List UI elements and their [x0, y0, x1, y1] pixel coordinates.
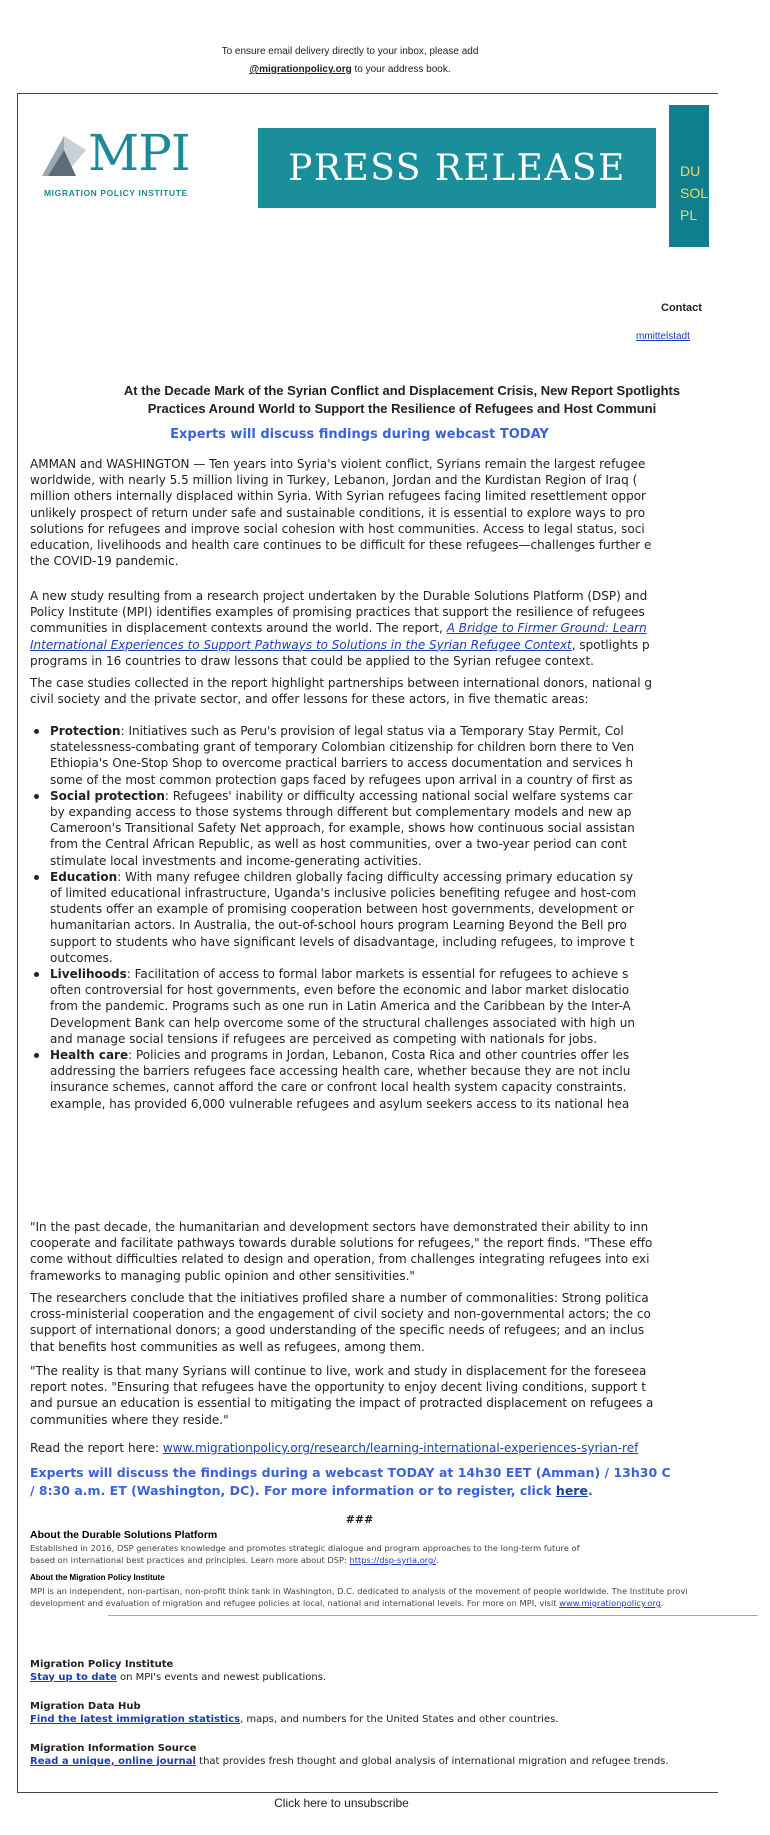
preheader-line-1: To ensure email delivery directly to your inbox, please add: [221, 46, 479, 57]
list-item-title: Protection: [50, 724, 121, 738]
text-line: come without difficulties related to design and operation, from challenges integrating refugees into exi: [30, 1252, 650, 1267]
text-line: The researchers conclude that the initiatives profiled share a number of commonalities: Strong politica: [30, 1291, 649, 1305]
text-line: [50, 788, 770, 804]
text-span: , maps, and numbers for the United States and other countries.: [240, 1713, 559, 1725]
text-line: cross-ministerial cooperation and the engagement of civil society and non-governmental actors; the co: [30, 1307, 651, 1322]
list-item-title: Livelihoods: [50, 967, 127, 982]
text-span: development and evaluation of migration and refugee policies at local, national and international levels. For more on MPI, visit: [30, 1598, 560, 1608]
text-span: Read the report here:: [30, 1441, 163, 1455]
text-line: [30, 1756, 669, 1769]
text-span: .: [660, 1598, 664, 1608]
text-line: from the pandemic. Programs such as one run in Latin America and the Caribbean by the Inter-A: [50, 999, 631, 1014]
text-line: [30, 1554, 580, 1567]
text-line: support to students who have significant levels of disadvantage, including refugees, to improve t: [50, 934, 635, 949]
text-line: The case studies collected in the report highlight partnerships between international donors, national g: [30, 676, 652, 690]
preheader-suffix: to your address book.: [351, 64, 451, 75]
text-line: AMMAN and WASHINGTON — Ten years into Syria's violent conflict, Syrians remain the largest refugee: [30, 457, 646, 471]
mpi-website-link[interactable]: www.migrationpolicy.org: [559, 1598, 661, 1608]
text-span: .: [436, 1555, 439, 1565]
text-line: addressing the barriers refugees face accessing health care, whether because they are not inclu: [50, 1064, 631, 1079]
text-line: from the Central African Republic, as well as host communities, over a two-year period can cont: [50, 837, 627, 852]
contact-email-link[interactable]: mmittelstadt: [636, 331, 690, 342]
text-line: [30, 1597, 688, 1610]
text-line: some of the most common protection gaps faced by refugees upon arrival in a country of first as: [50, 772, 633, 787]
side-banner-line-3: PL: [680, 207, 698, 223]
headline-line-2: Practices Around World to Support the Resilience of Refugees and Host Communi: [147, 401, 657, 416]
text-line: the COVID-19 pandemic.: [30, 554, 179, 569]
paragraph-conclusion: [30, 1290, 750, 1355]
webcast-line-2: [30, 1482, 750, 1500]
text-line: outcomes.: [50, 950, 113, 965]
text-line: communities where they reside.": [30, 1412, 229, 1427]
text-span: on MPI's events and newest publications.: [116, 1671, 327, 1683]
separator: ###: [345, 1513, 374, 1526]
contact-label: Contact: [661, 302, 702, 314]
footer-divider: [108, 1615, 758, 1616]
text-line: [30, 637, 750, 653]
text-line: [50, 966, 770, 982]
online-journal-link[interactable]: Read a unique, online journal: [30, 1755, 196, 1767]
immigration-statistics-link[interactable]: Find the latest immigration statistics: [30, 1713, 241, 1725]
list-item-protection: [50, 723, 770, 788]
mpi-logo-text: MPI: [88, 124, 190, 182]
footer-heading: Migration Policy Institute: [30, 1659, 174, 1670]
text-line: programs in 16 countries to draw lessons that could be applied to the Syrian refugee context.: [30, 653, 594, 668]
paragraph-case-studies: [30, 675, 750, 707]
text-line: and manage social tensions if refugees are perceived as competing with nationals for jobs.: [50, 1031, 598, 1046]
footer-heading: Migration Data Hub: [30, 1701, 141, 1712]
text-line: [30, 620, 750, 636]
thematic-areas-list: [50, 723, 770, 1112]
text-line: [50, 869, 770, 885]
dsp-website-link[interactable]: https://dsp-syria.org/: [349, 1555, 437, 1565]
text-line: cooperate and facilitate pathways towards durable solutions for refugees," the report finds. "These effo: [30, 1236, 653, 1251]
report-title-link[interactable]: A Bridge to Firmer Ground: Learn: [446, 621, 647, 636]
text-line: insurance schemes, cannot afford the care or confront local health system capacity constraints.: [50, 1080, 627, 1095]
text-line: example, has provided 6,000 vulnerable refugees and asylum seekers access to its national hea: [50, 1096, 630, 1111]
text-line: "The reality is that many Syrians will continue to live, work and study in displacement for the foreseea: [30, 1364, 647, 1378]
mpi-logo[interactable]: [34, 124, 260, 208]
about-mpi: [30, 1572, 688, 1610]
text-span: : Initiatives such as Peru's provision of legal status via a Temporary Stay Permit, Col: [120, 724, 624, 738]
text-span: that provides fresh thought and global analysis of international migration and refugee trends.: [195, 1755, 669, 1767]
webcast-notice: [30, 1464, 750, 1500]
text-span: based on international best practices and principles. Learn more about DSP:: [30, 1555, 350, 1565]
stay-up-to-date-link[interactable]: Stay up to date: [30, 1671, 117, 1683]
list-item-social-protection: [50, 788, 770, 869]
text-line: civil society and the private sector, and offer lessons for these actors, in five thematic areas:: [30, 692, 589, 707]
text-line: and pursue an education is essential to mitigating the impact of protracted displacement on refugees a: [30, 1396, 654, 1411]
text-line: frameworks to managing public opinion and other sensitivities.": [30, 1268, 415, 1283]
text-span: .: [587, 1483, 593, 1498]
preheader-address-link[interactable]: @migrationpolicy.org: [249, 64, 352, 75]
text-line: [50, 723, 770, 739]
text-span: : Policies and programs in Jordan, Lebanon, Costa Rica and other countries offer les: [128, 1048, 630, 1063]
text-line: often controversial for host governments, even before the economic and labor market dislocatio: [50, 983, 630, 998]
text-line: [30, 1714, 559, 1727]
text-line: Ethiopia's One-Stop Shop to overcome practical barriers to access documentation and services h: [50, 756, 634, 771]
headline: [52, 382, 752, 418]
text-line: report notes. "Ensuring that refugees have the opportunity to enjoy decent living conditions, support t: [30, 1380, 646, 1395]
text-span: : With many refugee children globally facing difficulty accessing primary education sy: [117, 869, 634, 884]
text-span: : Facilitation of access to formal labor markets is essential for refugees to achieve s: [126, 967, 629, 982]
text-line: MPI is an independent, non-partisan, non-profit think tank in Washington, D.C. dedicated to analysis of the movement of people worldwide. The Institute provi: [30, 1585, 688, 1596]
unsubscribe-link[interactable]: Click here to unsubscribe: [274, 1796, 409, 1810]
preheader-line-2: [0, 64, 700, 75]
list-item-title: Health care: [50, 1048, 129, 1063]
text-line: [30, 1672, 326, 1685]
report-title-link-cont[interactable]: International Experiences to Support Pathways to Solutions in the Syrian Refugee Context: [30, 637, 572, 652]
text-line: Established in 2016, DSP generates knowledge and promotes strategic dialogue and program approaches to the long-term future of: [30, 1542, 580, 1553]
text-line: by expanding access to those systems through different but complementary models and new ap: [50, 805, 632, 820]
text-span: / 8:30 a.m. ET (Washington, DC). For more information or to register, click: [30, 1483, 556, 1498]
about-dsp: [30, 1529, 580, 1567]
text-line: education, livelihoods and health care continues to be difficult for these refugees—challenges further e: [30, 538, 652, 553]
side-banner-line-2: SOL: [680, 185, 709, 201]
list-item-livelihoods: [50, 966, 770, 1047]
footer-mpi: [30, 1659, 326, 1684]
footer-heading: Migration Information Source: [30, 1743, 197, 1754]
text-line: support of international donors; a good understanding of the specific needs of refugees; and an inclus: [30, 1323, 645, 1338]
list-item-health-care: [50, 1047, 770, 1112]
side-banner: [669, 105, 709, 247]
subheadline: Experts will discuss findings during webcast TODAY: [170, 427, 549, 442]
text-line: Development Bank can help overcome some of the structural challenges associated with high un: [50, 1015, 635, 1030]
text-line: Policy Institute (MPI) identifies examples of promising practices that support the resilience of refugees: [30, 605, 645, 620]
text-line: million others internally displaced within Syria. With Syrian refugees facing limited resettlement oppor: [30, 489, 646, 504]
text-line: Cameroon's Transitional Safety Net approach, for example, shows how continuous social assistan: [50, 821, 635, 836]
paragraph-study: [30, 588, 750, 669]
footer-data-hub: [30, 1701, 559, 1726]
paragraph-intro: [30, 456, 750, 569]
webcast-line-1: Experts will discuss the findings during a webcast TODAY at 14h30 EET (Amman) / 13h30 C: [30, 1465, 671, 1480]
paragraph-quote-2: [30, 1363, 750, 1428]
register-here-link[interactable]: here: [555, 1483, 588, 1498]
text-line: statelessness-combating grant of temporary Colombian citizenship for children born there to Ven: [50, 740, 635, 755]
about-dsp-heading: About the Durable Solutions Platform: [30, 1529, 218, 1541]
text-line: unlikely prospect of return under safe and sustainable conditions, it is essential to explore ways to pro: [30, 505, 646, 520]
paragraph-quote-1: [30, 1219, 750, 1284]
list-item-title: Education: [50, 869, 118, 884]
text-line: solutions for refugees and improve social cohesion with host communities. Access to legal status, soci: [30, 521, 645, 536]
text-span: , spotlights p: [571, 637, 650, 652]
press-release-banner: PRESS RELEASE: [258, 128, 656, 208]
email-frame: [17, 93, 718, 1793]
text-line: stimulate local investments and income-generating activities.: [50, 853, 422, 868]
text-line: of limited educational infrastructure, Uganda's inclusive policies benefiting refugee and host-com: [50, 886, 637, 901]
text-span: communities in displacement contexts around the world. The report,: [30, 621, 447, 636]
footer-information-source: [30, 1743, 669, 1768]
text-line: [50, 1047, 770, 1063]
about-mpi-heading: About the Migration Policy Institute: [30, 1573, 165, 1582]
text-line: A new study resulting from a research project undertaken by the Durable Solutions Platform (DSP) and: [30, 589, 648, 603]
text-line: "In the past decade, the humanitarian and development sectors have demonstrated their ability to inn: [30, 1220, 649, 1234]
text-span: : Refugees' inability or difficulty accessing national social welfare systems car: [164, 788, 633, 803]
report-url-link[interactable]: www.migrationpolicy.org/research/learning-international-experiences-syrian-ref: [162, 1441, 639, 1455]
text-line: that benefits host communities as well as refugees, among them.: [30, 1339, 425, 1354]
side-banner-line-1: DU: [680, 163, 701, 179]
text-line: [30, 1440, 750, 1456]
read-report-line: [30, 1440, 750, 1456]
headline-line-1: At the Decade Mark of the Syrian Conflict and Displacement Crisis, New Report Spotlights: [123, 383, 681, 398]
text-line: students offer an example of promising cooperation between host governments, development or: [50, 902, 634, 917]
text-line: humanitarian actors. In Australia, the out-of-school hours program Learning Beyond the Bell pro: [50, 918, 627, 933]
text-line: worldwide, with nearly 5.5 million living in Turkey, Lebanon, Jordan and the Kurdistan Region of Iraq (: [30, 473, 638, 488]
list-item-title: Social protection: [50, 788, 165, 803]
email-content: [18, 94, 709, 1792]
mpi-logo-subtitle: MIGRATION POLICY INSTITUTE: [44, 188, 188, 198]
list-item-education: [50, 869, 770, 966]
